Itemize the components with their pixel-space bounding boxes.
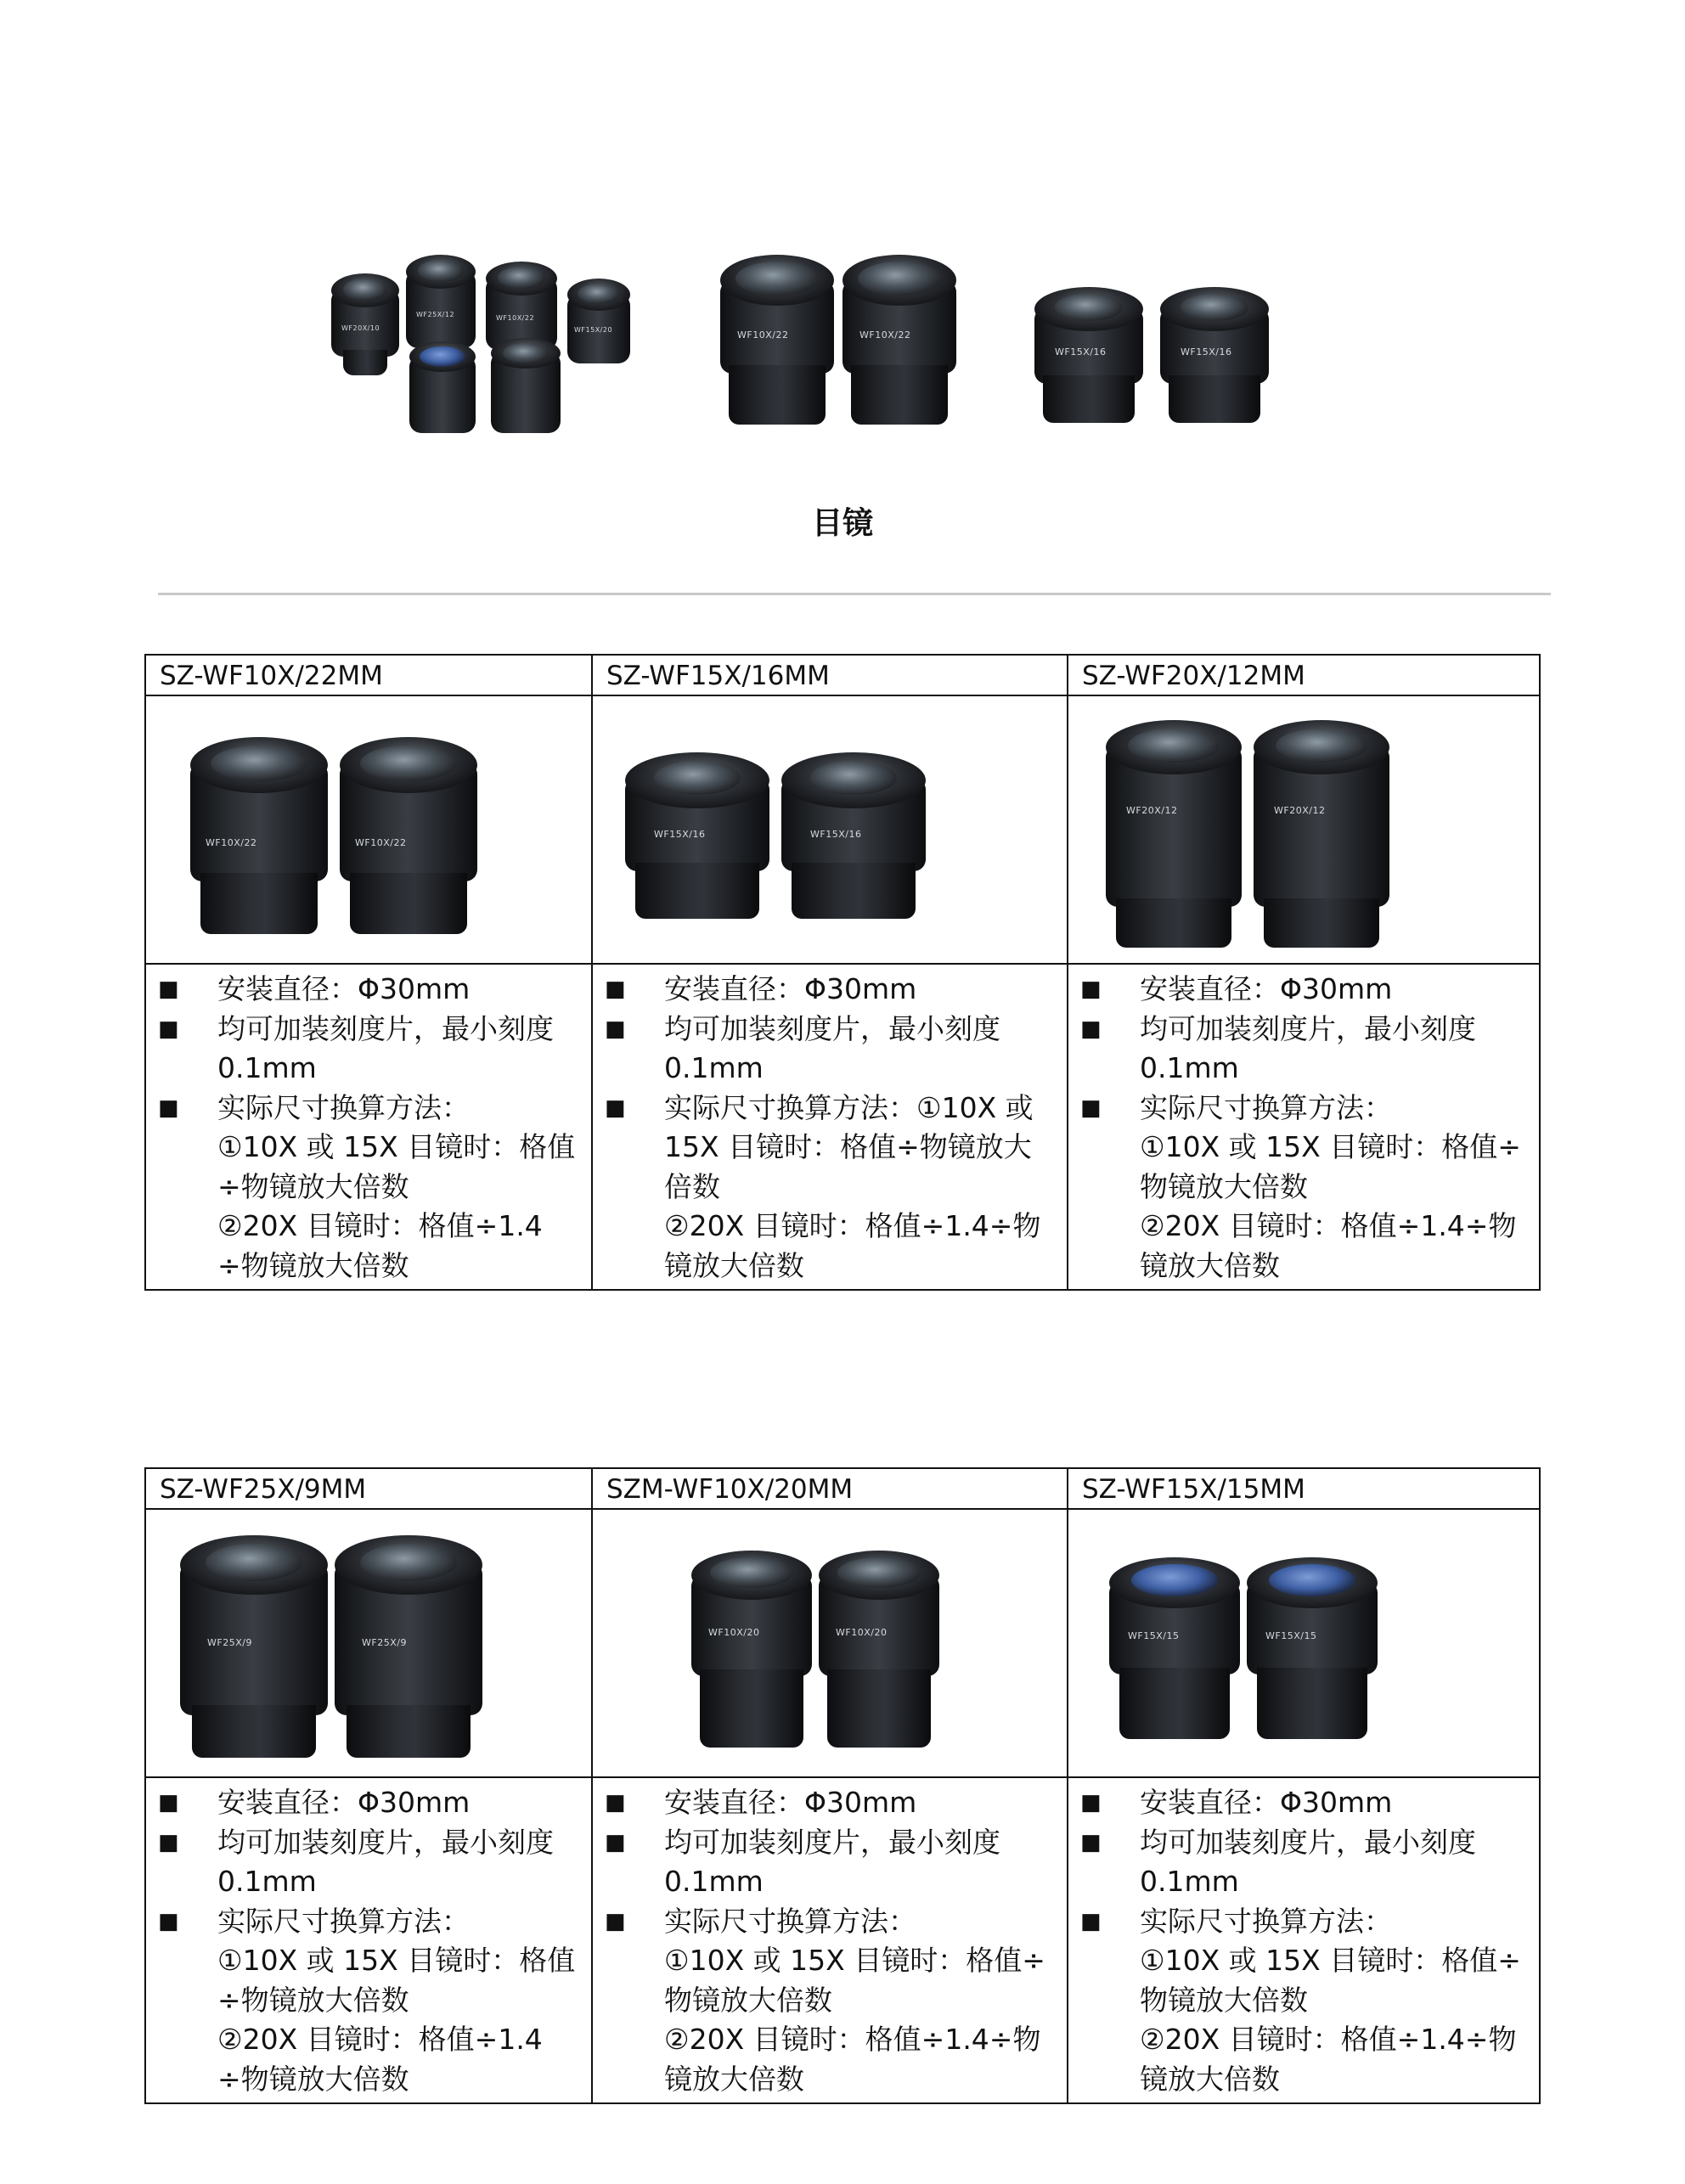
list-item: ■ 安装直径：Φ30mm <box>1080 972 1393 1005</box>
list-item-line: 0.1mm <box>217 1865 317 1898</box>
eyepiece-image: WF20X/10 <box>331 273 399 375</box>
spec-table <box>144 654 1541 1291</box>
eyepiece-image <box>491 338 561 433</box>
list-item: ■ 均可加装刻度片，最小刻度 <box>605 1825 1000 1859</box>
eyepiece-image: WF15X/16 <box>1160 287 1269 423</box>
model-name: SZ-WF20X/12MM <box>1068 655 1540 695</box>
list-item-line: 镜放大倍数 <box>1140 1248 1280 1282</box>
product-image-cell <box>1068 695 1540 964</box>
eyepiece-image: WF15X/15 <box>1247 1557 1378 1739</box>
list-item: ■ 均可加装刻度片，最小刻度 <box>605 1011 1000 1045</box>
list-item: ■ 实际尺寸换算方法： <box>1080 1904 1392 1938</box>
eyepiece-image: WF15X/16 <box>781 752 926 919</box>
list-item-line: ①10X 或 15X 目镜时：格值 <box>217 1130 576 1163</box>
list-item-line: ②20X 目镜时：格值÷1.4÷物 <box>664 2023 1041 2056</box>
eyepiece-image: WF15X/16 <box>625 752 769 919</box>
eyepiece-image: WF20X/12 <box>1254 720 1389 948</box>
list-item: ■ 均可加装刻度片，最小刻度 <box>1080 1011 1476 1045</box>
list-item-line: ÷物镜放大倍数 <box>217 1169 409 1203</box>
list-item-line: 15X 目镜时：格值÷物镜放大 <box>664 1130 1032 1163</box>
list-item-line: 镜放大倍数 <box>1140 2062 1280 2096</box>
list-item: ■ 实际尺寸换算方法： <box>158 1090 470 1124</box>
product-image-cell <box>592 1509 1068 1777</box>
list-item-line: 0.1mm <box>664 1051 764 1084</box>
list-item: ■ 实际尺寸换算方法： <box>158 1904 470 1938</box>
list-item-line: ①10X 或 15X 目镜时：格值÷ <box>1140 1130 1521 1163</box>
list-item-line: 镜放大倍数 <box>664 1248 804 1282</box>
model-name: SZ-WF15X/15MM <box>1068 1468 1540 1509</box>
spec-table <box>144 1467 1541 2104</box>
list-item-line: 物镜放大倍数 <box>1140 1983 1308 2017</box>
spec-description <box>145 964 592 1290</box>
list-item: ■ 安装直径：Φ30mm <box>605 972 917 1005</box>
eyepiece-image: WF10X/22 <box>340 737 477 934</box>
product-image-cell <box>145 695 592 964</box>
eyepiece-image: WF25X/9 <box>180 1535 328 1758</box>
list-item-line: ②20X 目镜时：格值÷1.4 <box>217 1209 543 1242</box>
spec-description <box>1068 964 1540 1290</box>
list-item-line: ÷物镜放大倍数 <box>217 1983 409 2017</box>
eyepiece-image: WF10X/22 <box>842 255 956 425</box>
list-item: ■ 实际尺寸换算方法： <box>605 1904 916 1938</box>
list-item-line: ②20X 目镜时：格值÷1.4÷物 <box>1140 1209 1517 1242</box>
list-item-line: ②20X 目镜时：格值÷1.4÷物 <box>1140 2023 1517 2056</box>
list-item-line: 0.1mm <box>1140 1865 1239 1898</box>
product-image-cell <box>1068 1509 1540 1777</box>
model-name: SZ-WF10X/22MM <box>145 655 592 695</box>
spec-description <box>145 1777 592 2103</box>
product-image-cell <box>145 1509 592 1777</box>
list-item-line: ①10X 或 15X 目镜时：格值÷ <box>664 1944 1045 1977</box>
eyepiece-image <box>409 341 476 433</box>
spec-description <box>1068 1777 1540 2103</box>
eyepiece-image: WF25X/12 <box>406 255 476 348</box>
list-item: ■ 均可加装刻度片，最小刻度 <box>158 1825 554 1859</box>
list-item-line: ②20X 目镜时：格值÷1.4÷物 <box>664 1209 1041 1242</box>
product-image-cell <box>592 695 1068 964</box>
list-item: ■ 实际尺寸换算方法：①10X 或 <box>605 1090 1034 1124</box>
eyepiece-image: WF15X/20 <box>567 279 630 363</box>
list-item-line: 倍数 <box>664 1169 720 1203</box>
list-item: ■ 安装直径：Φ30mm <box>158 972 471 1005</box>
list-item-line: 物镜放大倍数 <box>664 1983 832 2017</box>
list-item: ■ 实际尺寸换算方法： <box>1080 1090 1392 1124</box>
list-item: ■ 均可加装刻度片，最小刻度 <box>158 1011 554 1045</box>
list-item-line: 0.1mm <box>664 1865 764 1898</box>
list-item-line: 镜放大倍数 <box>664 2062 804 2096</box>
eyepiece-image: WF15X/16 <box>1034 287 1143 423</box>
eyepiece-image: WF10X/20 <box>819 1551 939 1748</box>
eyepiece-image: WF20X/12 <box>1106 720 1242 948</box>
model-name: SZ-WF25X/9MM <box>145 1468 592 1509</box>
list-item: ■ 安装直径：Φ30mm <box>1080 1786 1393 1819</box>
hero-product-image <box>0 238 1685 450</box>
eyepiece-image: WF10X/20 <box>691 1551 812 1748</box>
list-item-line: ②20X 目镜时：格值÷1.4 <box>217 2023 543 2056</box>
list-item: ■ 安装直径：Φ30mm <box>158 1786 471 1819</box>
page-title: 目镜 <box>811 506 873 541</box>
eyepiece-image: WF10X/22 <box>486 262 557 351</box>
list-item-line: 0.1mm <box>1140 1051 1239 1084</box>
eyepiece-image: WF25X/9 <box>335 1535 482 1758</box>
eyepiece-image: WF10X/22 <box>720 255 834 425</box>
model-name: SZM-WF10X/20MM <box>592 1468 1068 1509</box>
list-item-line: ÷物镜放大倍数 <box>217 2062 409 2096</box>
list-item-line: ÷物镜放大倍数 <box>217 1248 409 1282</box>
list-item: ■ 均可加装刻度片，最小刻度 <box>1080 1825 1476 1859</box>
list-item-line: 0.1mm <box>217 1051 317 1084</box>
spec-description <box>592 964 1068 1290</box>
list-item-line: ①10X 或 15X 目镜时：格值 <box>217 1944 576 1977</box>
list-item-line: ①10X 或 15X 目镜时：格值÷ <box>1140 1944 1521 1977</box>
list-item-line: 物镜放大倍数 <box>1140 1169 1308 1203</box>
list-item: ■ 安装直径：Φ30mm <box>605 1786 917 1819</box>
eyepiece-image: WF10X/22 <box>190 737 328 934</box>
spec-description <box>592 1777 1068 2103</box>
eyepiece-image: WF15X/15 <box>1109 1557 1240 1739</box>
model-name: SZ-WF15X/16MM <box>592 655 1068 695</box>
divider <box>158 593 1551 595</box>
